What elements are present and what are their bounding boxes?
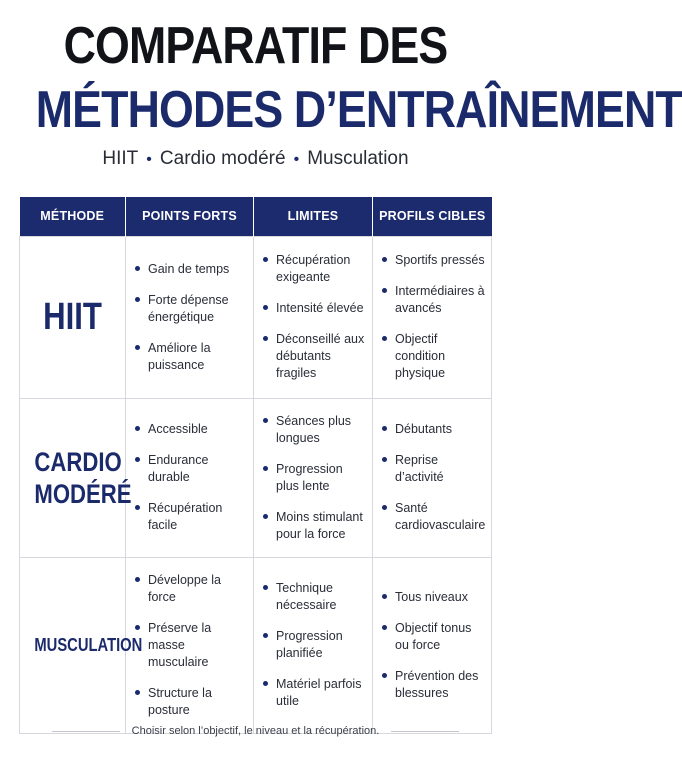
divider bbox=[391, 731, 459, 732]
page-title-line-2: MÉTHODES D’ENTRAÎNEMENT bbox=[35, 81, 682, 139]
bullet-separator-icon: • bbox=[293, 151, 300, 168]
limites-cell bbox=[254, 398, 373, 557]
header-points-forts: POINTS FORTS bbox=[126, 197, 254, 236]
method-name: HIIT bbox=[43, 296, 102, 338]
method-cell bbox=[20, 236, 126, 398]
limites-cell bbox=[254, 557, 373, 733]
list-item: Endurance durable bbox=[132, 452, 247, 486]
points-forts-cell bbox=[126, 557, 254, 733]
footer-text: Choisir selon l’objectif, le niveau et la récupération. bbox=[131, 725, 380, 737]
divider bbox=[52, 731, 120, 732]
list-item: Préserve la masse musculaire bbox=[132, 620, 247, 671]
subtitle-item-hiit: HIIT bbox=[102, 148, 139, 169]
list-item: Tous niveaux bbox=[379, 589, 485, 606]
list-item: Santé cardiovasculaire bbox=[379, 500, 485, 534]
subtitle-item-musculation: Musculation bbox=[307, 148, 409, 169]
method-name: MUSCULATION bbox=[34, 635, 143, 655]
list-item: Intermédiaires à avancés bbox=[379, 283, 485, 317]
list-item: Progression planifiée bbox=[260, 628, 366, 662]
list-item: Structure la posture bbox=[132, 685, 247, 719]
list-item: Objectif condition physique bbox=[379, 331, 485, 382]
table-row bbox=[20, 557, 492, 733]
header-limites: LIMITES bbox=[254, 197, 373, 236]
list-item: Améliore la puissance bbox=[132, 340, 247, 374]
profils-cell bbox=[373, 236, 492, 398]
header-profils-cibles: PROFILS CIBLES bbox=[373, 197, 492, 236]
table-header-row bbox=[20, 197, 492, 236]
list-item: Reprise d’activité bbox=[379, 452, 485, 486]
header-methode: MÉTHODE bbox=[20, 197, 126, 236]
comparison-table bbox=[19, 197, 492, 734]
profils-cell bbox=[373, 557, 492, 733]
table-row bbox=[20, 398, 492, 557]
list-item: Développe la force bbox=[132, 572, 247, 606]
list-item: Objectif tonus ou force bbox=[379, 620, 485, 654]
method-cell bbox=[20, 398, 132, 557]
list-item: Sportifs pressés bbox=[379, 252, 485, 269]
footer bbox=[0, 725, 511, 737]
table-row bbox=[20, 236, 492, 398]
method-name-line-1: CARDIO bbox=[34, 446, 122, 477]
list-item: Forte dépense énergétique bbox=[132, 292, 247, 326]
bullet-separator-icon: • bbox=[146, 151, 152, 168]
list-item: Récupération facile bbox=[132, 500, 247, 534]
list-item: Prévention des blessures bbox=[379, 668, 485, 702]
list-item: Gain de temps bbox=[132, 261, 247, 278]
subtitle bbox=[0, 148, 511, 170]
list-item: Technique nécessaire bbox=[260, 580, 366, 614]
list-item: Matériel parfois utile bbox=[260, 676, 366, 710]
page-title-line-1: COMPARATIF DES bbox=[63, 17, 448, 75]
list-item: Intensité élevée bbox=[260, 300, 366, 317]
list-item: Déconseillé aux débutants fragiles bbox=[260, 331, 366, 382]
profils-cell bbox=[373, 398, 492, 557]
limites-cell bbox=[254, 236, 373, 398]
list-item: Moins stimulant pour la force bbox=[260, 509, 366, 543]
subtitle-item-cardio: Cardio modéré bbox=[159, 148, 286, 169]
method-cell bbox=[20, 557, 143, 733]
method-name-line-2: MODÉRÉ bbox=[34, 478, 132, 509]
points-forts-cell bbox=[126, 398, 254, 557]
points-forts-cell bbox=[126, 236, 254, 398]
list-item: Progression plus lente bbox=[260, 461, 366, 495]
list-item: Accessible bbox=[132, 421, 247, 438]
list-item: Récupération exigeante bbox=[260, 252, 366, 286]
list-item: Séances plus longues bbox=[260, 413, 366, 447]
list-item: Débutants bbox=[379, 421, 485, 438]
